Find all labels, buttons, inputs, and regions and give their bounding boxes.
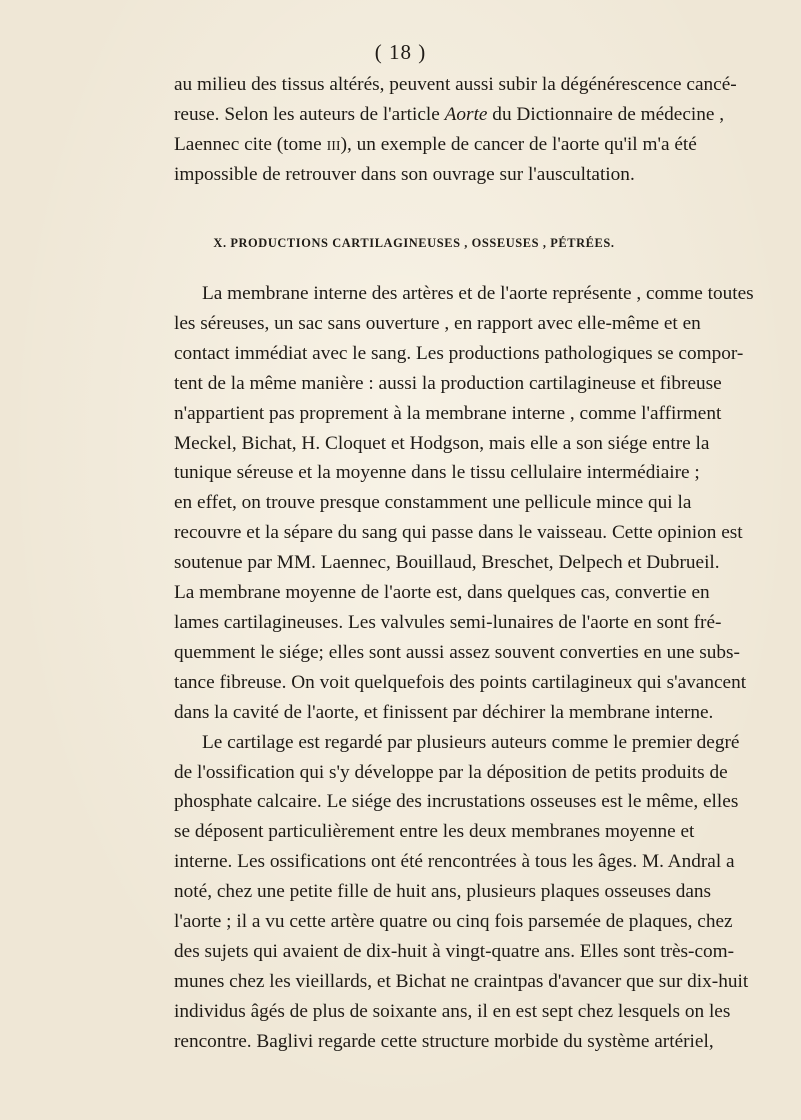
text-line: tunique séreuse et la moyenne dans le tissu cellulaire intermédiaire ; bbox=[174, 462, 700, 484]
text-line: contact immédiat avec le sang. Les productions pathologiques se compor- bbox=[174, 342, 744, 364]
text-line: rencontre. Baglivi regarde cette structure morbide du système artériel, bbox=[174, 1030, 714, 1052]
text-line: de l'ossification qui s'y développe par la déposition de petits produits de bbox=[174, 761, 728, 783]
text-fragment: du Dictionnaire de médecine , bbox=[487, 103, 725, 125]
text-line: Le cartilage est regardé par plusieurs auteurs comme le premier degré bbox=[202, 731, 740, 753]
text-line: quemment le siége; elles sont aussi assez souvent converties en une subs- bbox=[174, 641, 740, 663]
text-line: les séreuses, un sac sans ouverture , en rapport avec elle-même et en bbox=[174, 312, 701, 334]
text-line: tent de la même manière : aussi la production cartilagineuse et fibreuse bbox=[174, 372, 722, 394]
text-line: dans la cavité de l'aorte, et finissent par déchirer la membrane interne. bbox=[174, 701, 714, 723]
text-line: La membrane interne des artères et de l'aorte représente , comme toutes bbox=[202, 283, 754, 304]
text-line bbox=[174, 100, 725, 130]
text-fragment: reuse. Selon les auteurs de l'article bbox=[174, 103, 445, 125]
text-line: l'aorte ; il a vu cette artère quatre ou cinq fois parsemée de plaques, chez bbox=[174, 911, 733, 933]
italic-article-title: Aorte bbox=[444, 103, 488, 125]
text-line bbox=[174, 130, 697, 160]
text-line: interne. Les ossifications ont été rencontrées à tous les âges. M. Andral a bbox=[174, 851, 735, 873]
text-line: au milieu des tissus altérés, peuvent aussi subir la dégénérescence cancé- bbox=[174, 74, 737, 95]
text-line: lames cartilagineuses. Les valvules semi-lunaires de l'aorte en sont fré- bbox=[174, 611, 722, 633]
text-line: des sujets qui avaient de dix-huit à vingt-quatre ans. Elles sont très-com- bbox=[174, 940, 735, 962]
text-line: n'appartient pas proprement à la membrane interne , comme l'affirment bbox=[174, 402, 722, 424]
tome-number: iii bbox=[326, 133, 341, 155]
text-line: La membrane moyenne de l'aorte est, dans quelques cas, convertie en bbox=[174, 582, 710, 604]
text-line: se déposent particulièrement entre les deux membranes moyenne et bbox=[174, 821, 695, 843]
section-heading: X. PRODUCTIONS CARTILAGINEUSES , OSSEUSES , PÉTRÉES. bbox=[213, 236, 615, 250]
text-line: impossible de retrouver dans son ouvrage sur l'auscultation. bbox=[174, 163, 635, 185]
text-line: noté, chez une petite fille de huit ans, plusieurs plaques osseuses dans bbox=[174, 881, 712, 903]
page-number: ( 18 ) bbox=[374, 40, 427, 64]
paragraph-cartilaginous-productions bbox=[174, 279, 754, 1057]
text-line: tance fibreuse. On voit quelquefois des points cartilagineux qui s'avancent bbox=[174, 671, 747, 693]
text-line: soutenue par MM. Laennec, Bouillaud, Breschet, Delpech et Dubrueil. bbox=[174, 552, 720, 574]
text-fragment: ), un exemple de cancer de l'aorte qu'il m'a été bbox=[340, 133, 697, 155]
text-line: munes chez les vieillards, et Bichat ne craintpas d'avancer que sur dix-huit bbox=[174, 970, 749, 992]
text-line: individus âgés de plus de soixante ans, il en est sept chez lesquels on les bbox=[174, 1000, 731, 1022]
paragraph-cancer-aorta bbox=[174, 70, 737, 190]
text-line: Meckel, Bichat, H. Cloquet et Hodgson, mais elle a son siége entre la bbox=[174, 432, 710, 454]
text-line: en effet, on trouve presque constamment une pellicule mince qui la bbox=[174, 492, 692, 514]
text-fragment: Laennec cite (tome bbox=[174, 133, 327, 155]
text-line: phosphate calcaire. Le siége des incrustations osseuses est le même, elles bbox=[174, 791, 739, 813]
text-line: recouvre et la sépare du sang qui passe dans le vaisseau. Cette opinion est bbox=[174, 522, 743, 544]
